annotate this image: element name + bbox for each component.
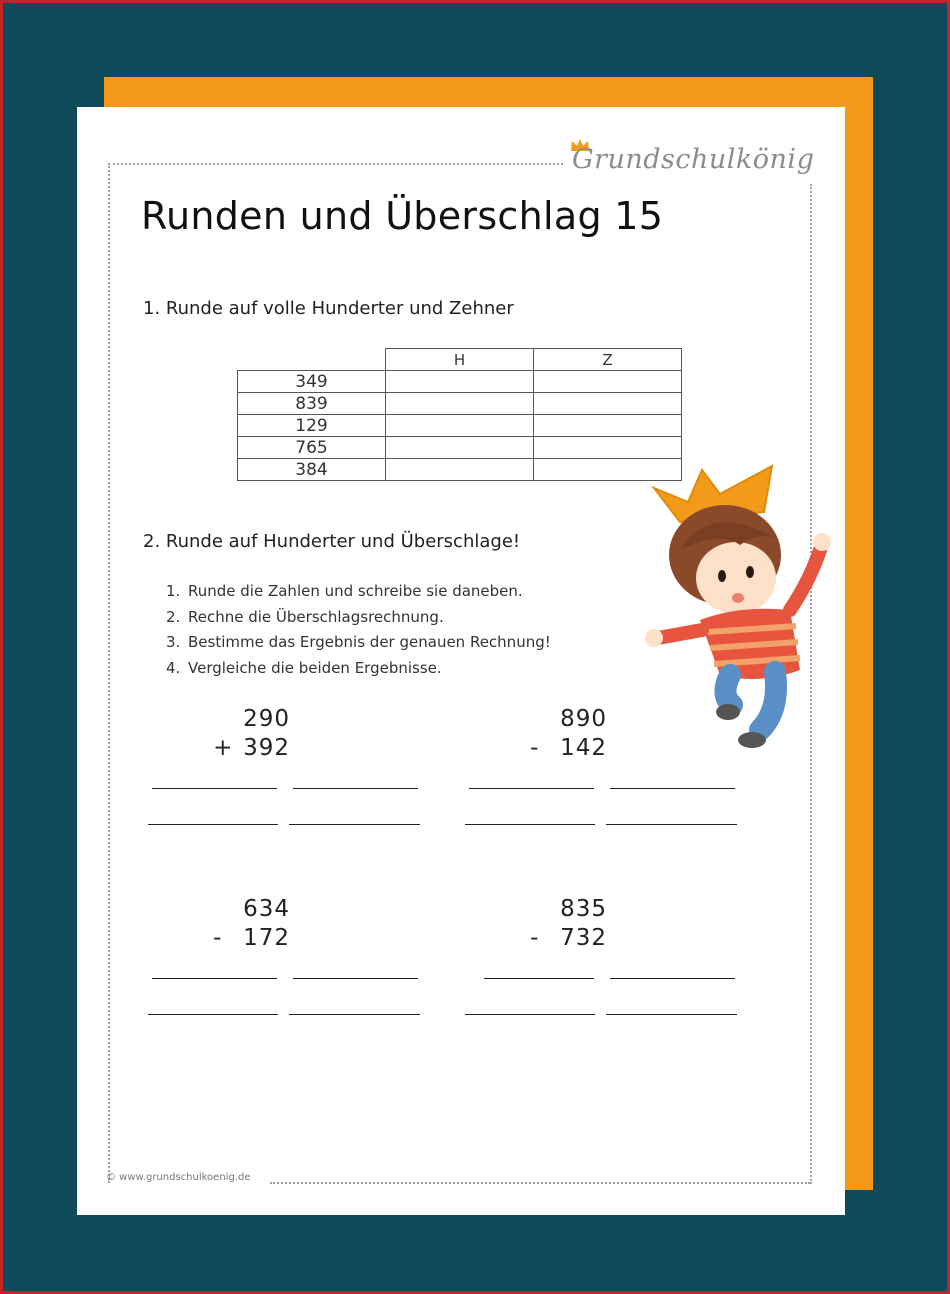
estimate-line[interactable] bbox=[469, 788, 594, 789]
number-cell: 765 bbox=[238, 437, 386, 459]
answer-cell-z[interactable] bbox=[534, 415, 682, 437]
instruction-item bbox=[166, 605, 551, 631]
estimate-line[interactable] bbox=[152, 978, 277, 979]
brand-name: Grundschulkönig bbox=[572, 144, 815, 175]
exact-line[interactable] bbox=[293, 978, 418, 979]
exact-line[interactable] bbox=[293, 788, 418, 789]
second-operand-line bbox=[213, 925, 290, 951]
instruction-item bbox=[166, 579, 551, 605]
estimate-result-line[interactable] bbox=[465, 824, 595, 825]
number-cell: 839 bbox=[238, 393, 386, 415]
step-text: Bestimme das Ergebnis der genauen Rechnung! bbox=[188, 633, 551, 651]
second-operand: 172 bbox=[243, 925, 290, 951]
first-operand: 634 bbox=[243, 896, 290, 922]
answer-cell-z[interactable] bbox=[534, 437, 682, 459]
table-row bbox=[238, 371, 682, 393]
step-number: 1. bbox=[166, 582, 181, 600]
estimate-result-line[interactable] bbox=[465, 1014, 595, 1015]
table-row bbox=[238, 437, 682, 459]
operator: - bbox=[530, 735, 540, 761]
table-row bbox=[238, 459, 682, 481]
first-operand: 890 bbox=[560, 706, 607, 732]
task1-heading: 1. Runde auf volle Hunderter und Zehner bbox=[143, 298, 514, 319]
first-operand: 835 bbox=[560, 896, 607, 922]
dotted-border-left bbox=[108, 163, 110, 1183]
dotted-border-top bbox=[108, 163, 563, 165]
column-header-h: H bbox=[386, 349, 534, 371]
column-header-z: Z bbox=[534, 349, 682, 371]
operator: - bbox=[213, 925, 223, 951]
table-row bbox=[238, 393, 682, 415]
table-corner bbox=[238, 349, 386, 371]
exact-result-line[interactable] bbox=[606, 824, 737, 825]
step-number: 3. bbox=[166, 633, 181, 651]
number-cell: 349 bbox=[238, 371, 386, 393]
table-header-row bbox=[238, 349, 682, 371]
page-title: Runden und Überschlag 15 bbox=[141, 194, 664, 238]
exact-line[interactable] bbox=[610, 788, 735, 789]
problem-1 bbox=[148, 706, 438, 846]
brand-logo bbox=[568, 136, 818, 182]
copyright-notice: © www.grundschulkoenig.de bbox=[106, 1172, 251, 1183]
operator: - bbox=[530, 925, 540, 951]
table-row bbox=[238, 415, 682, 437]
step-text: Vergleiche die beiden Ergebnisse. bbox=[188, 658, 442, 677]
rounding-table bbox=[237, 348, 682, 481]
estimate-result-line[interactable] bbox=[148, 824, 278, 825]
step-number: 2. bbox=[166, 607, 181, 626]
estimate-result-line[interactable] bbox=[148, 1014, 278, 1015]
answer-cell-h[interactable] bbox=[386, 371, 534, 393]
exact-result-line[interactable] bbox=[606, 1014, 737, 1015]
exact-result-line[interactable] bbox=[289, 1014, 420, 1015]
number-cell: 129 bbox=[238, 415, 386, 437]
second-operand-line bbox=[530, 735, 607, 761]
estimate-line[interactable] bbox=[152, 788, 277, 789]
instruction-item bbox=[166, 630, 551, 656]
second-operand: 392 bbox=[243, 735, 290, 761]
dotted-border-bottom bbox=[270, 1182, 810, 1184]
step-text: Runde die Zahlen und schreibe sie daneben. bbox=[188, 582, 523, 600]
second-operand: 142 bbox=[560, 735, 607, 761]
instruction-list bbox=[166, 579, 551, 681]
instruction-item bbox=[166, 656, 551, 682]
answer-cell-z[interactable] bbox=[534, 393, 682, 415]
exact-result-line[interactable] bbox=[289, 824, 420, 825]
answer-cell-h[interactable] bbox=[386, 393, 534, 415]
number-cell: 384 bbox=[238, 459, 386, 481]
problem-3 bbox=[148, 896, 438, 1036]
operator: + bbox=[213, 735, 234, 761]
problem-4 bbox=[465, 896, 755, 1036]
second-operand-line bbox=[530, 925, 607, 951]
exact-line[interactable] bbox=[610, 978, 735, 979]
first-operand: 290 bbox=[243, 706, 290, 732]
estimate-line[interactable] bbox=[484, 978, 594, 979]
second-operand-line bbox=[213, 735, 290, 761]
task2-heading: 2. Runde auf Hunderter und Überschlage! bbox=[143, 531, 521, 552]
step-text: Rechne die Überschlagsrechnung. bbox=[188, 607, 444, 626]
second-operand: 732 bbox=[560, 925, 607, 951]
boy-with-crown-illustration bbox=[640, 460, 840, 760]
answer-cell-h[interactable] bbox=[386, 415, 534, 437]
answer-cell-h[interactable] bbox=[386, 459, 534, 481]
answer-cell-h[interactable] bbox=[386, 437, 534, 459]
answer-cell-z[interactable] bbox=[534, 371, 682, 393]
step-number: 4. bbox=[166, 658, 181, 677]
